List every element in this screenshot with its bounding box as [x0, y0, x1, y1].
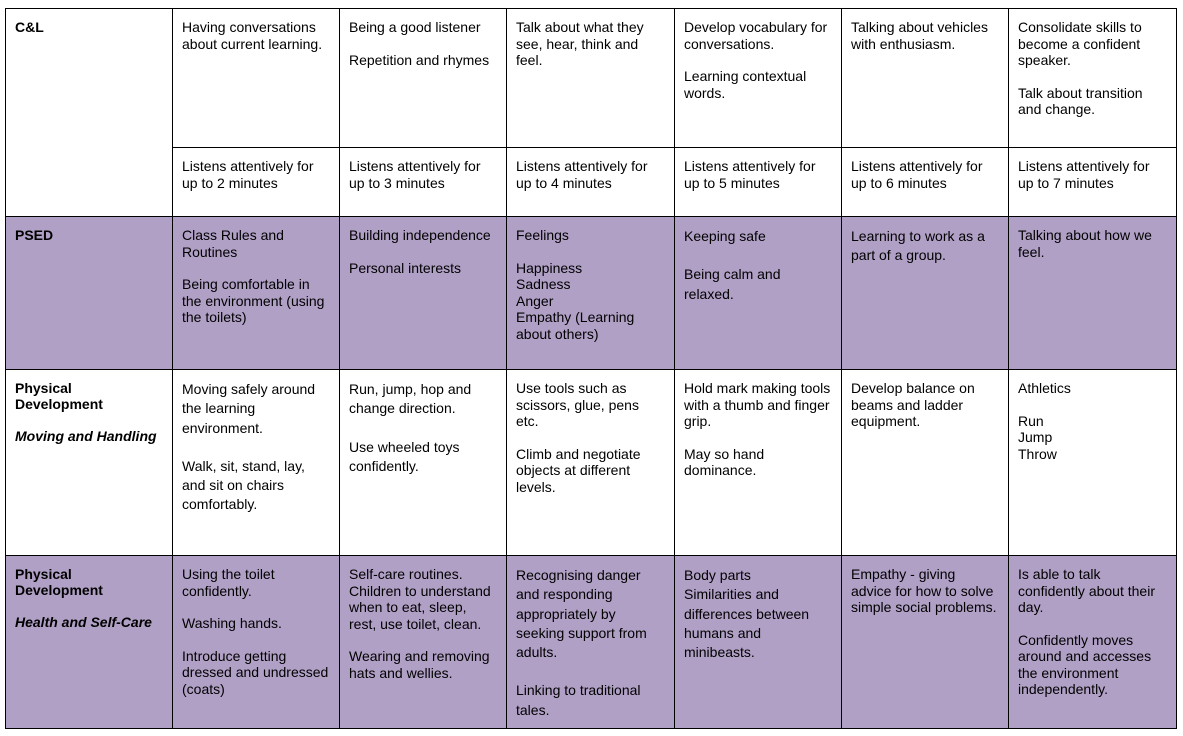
cell-text: Keeping safe — [684, 228, 766, 244]
table-cell — [507, 9, 675, 148]
cell-text: Having conversations about current learning. — [182, 19, 323, 52]
table-row — [6, 9, 1177, 148]
cell-text: Talk about what they see, hear, think and feel. — [516, 19, 644, 68]
cell-text: Talk about transition and change. — [1018, 84, 1143, 117]
table-row — [6, 148, 1177, 217]
row-subheading: Health and Self-Care — [15, 614, 152, 630]
cell-text: Talking about vehicles with enthusiasm. — [851, 19, 988, 52]
row-header-health-selfcare — [6, 556, 173, 729]
cell-text: Listens attentively for up to 4 minutes — [516, 158, 648, 191]
cell-text: Develop balance on beams and ladder equipment. — [851, 380, 975, 429]
table-cell — [507, 217, 675, 370]
cell-text: Self-care routines. Children to understand when to eat, sleep, rest, use toilet, clean. — [349, 566, 491, 632]
table-cell — [1009, 9, 1177, 148]
table-cell — [1009, 217, 1177, 370]
table-cell — [340, 217, 507, 370]
cell-text: Body parts Similarities and differences between humans and minibeasts. — [684, 567, 810, 661]
row-header-moving-handling — [6, 370, 173, 556]
cell-text: Hold mark making tools with a thumb and finger grip. — [684, 380, 831, 429]
table-cell — [507, 370, 675, 556]
cell-text: Run, jump, hop and change direction. — [349, 381, 472, 417]
cell-text: Is able to talk confidently about their day. — [1018, 566, 1155, 615]
table-cell — [842, 9, 1009, 148]
cell-text: Class Rules and Routines — [182, 227, 284, 260]
table-cell — [340, 148, 507, 217]
table-cell — [507, 148, 675, 217]
table-cell — [1009, 148, 1177, 217]
cell-text: Being comfortable in the environment (using the toilets) — [182, 276, 325, 325]
cell-text: Empathy - giving advice for how to solve simple social problems. — [851, 566, 997, 615]
table-cell — [173, 148, 340, 217]
cell-text: Use wheeled toys confidently. — [349, 438, 460, 474]
row-heading: Physical Development — [15, 380, 103, 412]
cell-text: Building independence — [349, 227, 491, 243]
table-cell — [1009, 370, 1177, 556]
table-cell — [173, 217, 340, 370]
row-heading: PSED — [15, 227, 54, 243]
cell-text: Recognising danger and responding appropriately by seeking support from adults. — [516, 567, 647, 661]
cell-text: May so hand dominance. — [684, 445, 765, 478]
cell-text: Washing hands. — [182, 615, 282, 631]
table-cell — [842, 217, 1009, 370]
cell-text: Wearing and removing hats and wellies. — [349, 648, 490, 681]
cell-text: Walk, sit, stand, lay, and sit on chairs comfortably. — [182, 457, 305, 513]
table-cell — [340, 556, 507, 729]
table-cell — [173, 9, 340, 148]
table-cell — [675, 148, 842, 217]
cell-text: Learning to work as a part of a group. — [851, 228, 985, 264]
cell-text: Listens attentively for up to 3 minutes — [349, 158, 481, 191]
curriculum-table — [5, 8, 1177, 729]
cell-text: Being a good listener — [349, 19, 481, 35]
cell-text: Introduce getting dressed and undressed (coats) — [182, 647, 329, 697]
table-cell — [675, 217, 842, 370]
table-cell — [842, 148, 1009, 217]
table-cell — [675, 556, 842, 729]
row-heading: Physical Development — [15, 566, 103, 598]
table-row — [6, 556, 1177, 729]
table-row — [6, 370, 1177, 556]
cell-text: Happiness Sadness Anger Empathy (Learning about others) — [516, 259, 635, 342]
table-row — [6, 217, 1177, 370]
table-cell — [842, 370, 1009, 556]
cell-text: Talking about how we feel. — [1018, 227, 1152, 260]
table-cell — [173, 370, 340, 556]
table-cell — [507, 556, 675, 729]
cell-text: Learning contextual words. — [684, 68, 807, 101]
cell-text: Confidently moves around and accesses the environment independently. — [1018, 631, 1152, 697]
cell-text: Feelings — [516, 227, 569, 243]
table-cell — [1009, 556, 1177, 729]
table-cell — [675, 9, 842, 148]
table-cell — [173, 556, 340, 729]
cell-text: Climb and negotiate objects at different levels. — [516, 445, 641, 495]
cell-text: Listens attentively for up to 2 minutes — [182, 158, 314, 191]
cell-text: Using the toilet confidently. — [182, 566, 275, 599]
cell-text: Listens attentively for up to 5 minutes — [684, 158, 816, 191]
cell-text: Moving safely around the learning environment. — [182, 381, 316, 436]
cell-text: Personal interests — [349, 259, 462, 276]
table-cell — [675, 370, 842, 556]
cell-text: Consolidate skills to become a confident speaker. — [1018, 19, 1142, 68]
cell-text: Athletics — [1018, 380, 1071, 396]
cell-text: Develop vocabulary for conversations. — [684, 19, 828, 52]
cell-text: Use tools such as scissors, glue, pens etc. — [516, 380, 639, 429]
table-cell — [842, 556, 1009, 729]
cell-text: Listens attentively for up to 6 minutes — [851, 158, 983, 191]
table-cell — [340, 370, 507, 556]
row-header-psed — [6, 217, 173, 370]
row-heading: C&L — [15, 19, 44, 35]
row-header-cl — [6, 9, 173, 217]
row-subheading: Moving and Handling — [15, 428, 157, 444]
cell-text: Repetition and rhymes — [349, 51, 490, 68]
cell-text: Listens attentively for up to 7 minutes — [1018, 158, 1150, 191]
cell-text: Run Jump Throw — [1018, 412, 1057, 462]
table-cell — [340, 9, 507, 148]
cell-text: Being calm and relaxed. — [684, 266, 781, 302]
cell-text: Linking to traditional tales. — [516, 682, 641, 718]
